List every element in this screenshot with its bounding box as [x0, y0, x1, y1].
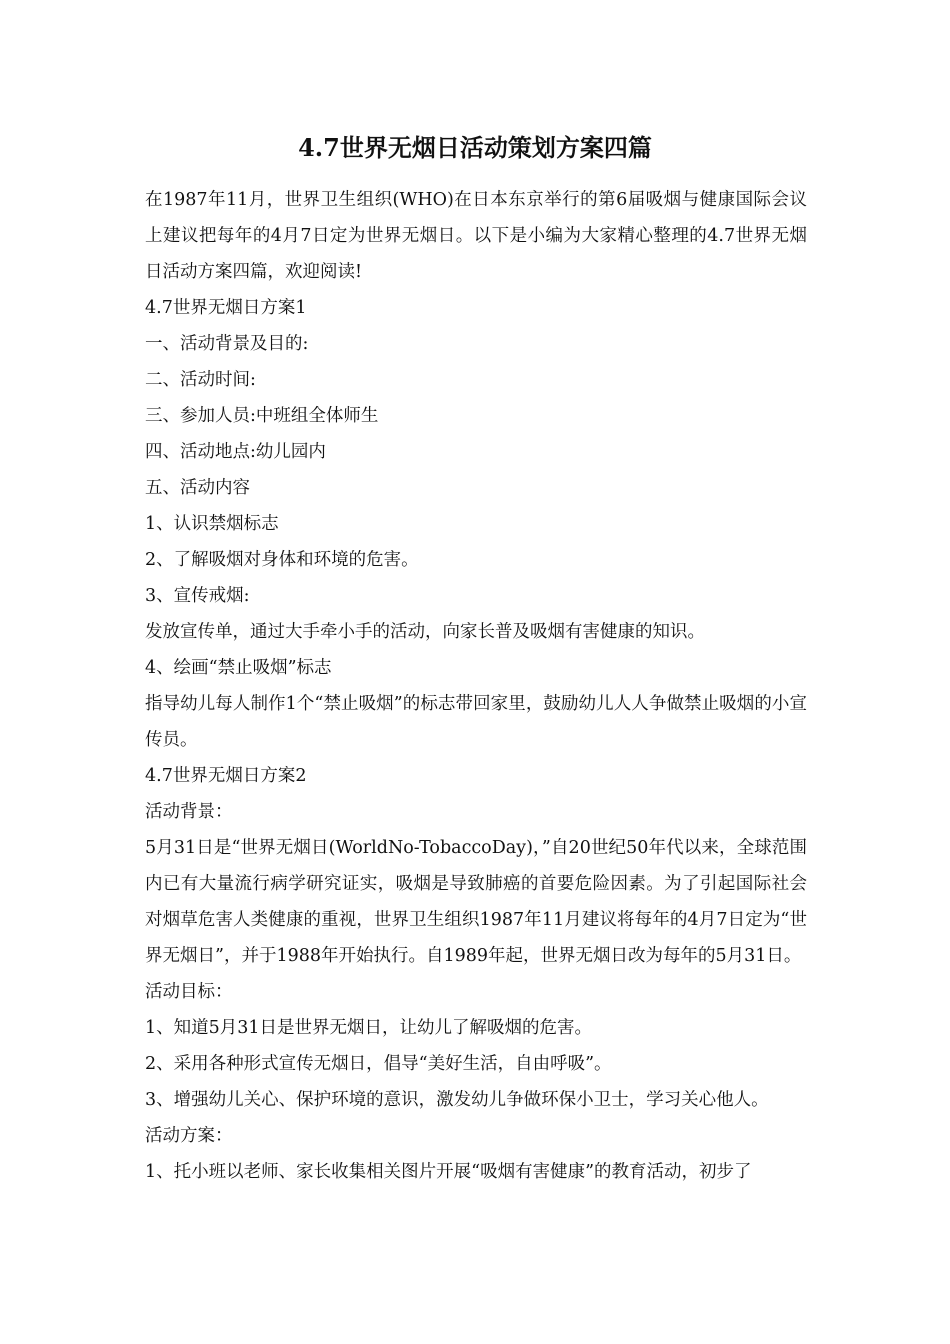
- body-paragraph: 指导幼儿每人制作1个“禁止吸烟”的标志带回家里，鼓励幼儿人人争做禁止吸烟的小宣传员。: [145, 694, 807, 750]
- background-paragraph: 5月31日是“世界无烟日(WorldNo-TobaccoDay)，”自20世纪50年代以来，全球范围内已有大量流行病学研究证实，吸烟是导致肺癌的首要危险因素。为了引起国际社会对烟草危害人类健康的重视，世界卫生组织1987年11月建议将每年的4月7日定为“世界无烟日”，并于1988年开始执行。自1989年起，世界无烟日改为每年的5月31日。: [145, 838, 807, 966]
- list-item: 1、托小班以老师、家长收集相关图片开展“吸烟有害健康”的教育活动，初步了: [145, 1162, 752, 1182]
- subheading-plan: 活动方案：: [145, 1126, 233, 1146]
- item-participants: 三、参加人员:中班组全体师生: [145, 406, 379, 426]
- item-activity-time: 二、活动时间:: [145, 370, 256, 390]
- intro-paragraph: 在1987年11月，世界卫生组织(WHO)在日本东京举行的第6届吸烟与健康国际会议上建议把每年的4月7日定为世界无烟日。以下是小编为大家精心整理的4.7世界无烟日活动方案四篇，欢迎阅读!: [145, 190, 807, 282]
- list-item: 2、了解吸烟对身体和环境的危害。: [145, 550, 419, 570]
- list-item: 1、知道5月31日是世界无烟日，让幼儿了解吸烟的危害。: [145, 1018, 593, 1038]
- document-title: 4.7世界无烟日活动策划方案四篇: [298, 133, 652, 162]
- list-item: 2、采用各种形式宣传无烟日，倡导“美好生活，自由呼吸”。: [145, 1054, 612, 1074]
- list-item: 1、认识禁烟标志: [145, 514, 279, 534]
- section-heading-plan-1: 4.7世界无烟日方案1: [145, 298, 307, 318]
- document-body: [145, 182, 807, 1190]
- list-item: 3、增强幼儿关心、保护环境的意识，激发幼儿争做环保小卫士，学习关心他人。: [145, 1090, 769, 1110]
- list-item: 4、绘画“禁止吸烟”标志: [145, 658, 332, 678]
- item-activity-location: 四、活动地点:幼儿园内: [145, 442, 326, 462]
- section-heading-plan-2: 4.7世界无烟日方案2: [145, 766, 307, 786]
- list-item: 3、宣传戒烟:: [145, 586, 250, 606]
- item-background-purpose: 一、活动背景及目的:: [145, 334, 309, 354]
- subheading-goals: 活动目标：: [145, 982, 233, 1002]
- body-paragraph: 发放宣传单，通过大手牵小手的活动，向家长普及吸烟有害健康的知识。: [145, 622, 705, 642]
- subheading-background: 活动背景：: [145, 802, 233, 822]
- item-activity-content: 五、活动内容: [145, 478, 250, 498]
